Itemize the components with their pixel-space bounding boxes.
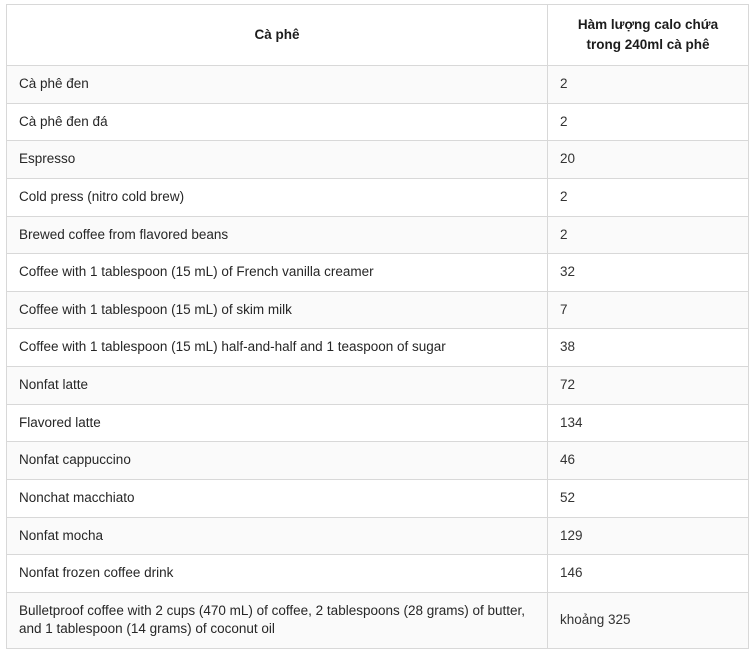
table-row xyxy=(7,66,749,104)
cell-coffee-name: Flavored latte xyxy=(7,404,548,442)
table-row xyxy=(7,555,749,593)
cell-coffee-name: Brewed coffee from flavored beans xyxy=(7,216,548,254)
cell-calorie-value: 52 xyxy=(548,479,749,517)
cell-calorie-value: 129 xyxy=(548,517,749,555)
table-row xyxy=(7,178,749,216)
table-row xyxy=(7,442,749,480)
cell-coffee-name: Coffee with 1 tablespoon (15 mL) of French vanilla creamer xyxy=(7,254,548,292)
cell-calorie-value: 38 xyxy=(548,329,749,367)
cell-coffee-name: Nonchat macchiato xyxy=(7,479,548,517)
cell-calorie-value: 46 xyxy=(548,442,749,480)
cell-calorie-value: khoảng 325 xyxy=(548,592,749,648)
cell-calorie-value: 2 xyxy=(548,66,749,104)
table-row xyxy=(7,141,749,179)
table-header-row xyxy=(7,5,749,66)
cell-coffee-name: Espresso xyxy=(7,141,548,179)
column-header-calories xyxy=(548,5,749,66)
cell-coffee-name: Nonfat frozen coffee drink xyxy=(7,555,548,593)
table-row xyxy=(7,216,749,254)
table-row xyxy=(7,254,749,292)
cell-calorie-value: 72 xyxy=(548,367,749,405)
cell-coffee-name: Coffee with 1 tablespoon (15 mL) half-and-half and 1 teaspoon of sugar xyxy=(7,329,548,367)
cell-calorie-value: 146 xyxy=(548,555,749,593)
table-header xyxy=(7,5,749,66)
cell-calorie-value: 2 xyxy=(548,216,749,254)
cell-coffee-name: Cà phê đen đá xyxy=(7,103,548,141)
column-header-calories-line1: Hàm lượng calo chứa xyxy=(577,17,719,33)
cell-calorie-value: 7 xyxy=(548,291,749,329)
cell-coffee-name: Coffee with 1 tablespoon (15 mL) of skim milk xyxy=(7,291,548,329)
table-body xyxy=(7,66,749,649)
column-header-coffee: Cà phê xyxy=(7,5,548,66)
cell-coffee-name: Nonfat cappuccino xyxy=(7,442,548,480)
table-row xyxy=(7,404,749,442)
table-row xyxy=(7,329,749,367)
table-row xyxy=(7,291,749,329)
cell-calorie-value: 20 xyxy=(548,141,749,179)
cell-coffee-name: Cà phê đen xyxy=(7,66,548,104)
table-row xyxy=(7,592,749,648)
table-row xyxy=(7,517,749,555)
cell-coffee-name: Bulletproof coffee with 2 cups (470 mL) of coffee, 2 tablespoons (28 grams) of butter, and 1 tablespoon (14 grams) of coconut oil xyxy=(7,592,548,648)
cell-calorie-value: 2 xyxy=(548,103,749,141)
table-row xyxy=(7,479,749,517)
cell-coffee-name: Nonfat latte xyxy=(7,367,548,405)
cell-coffee-name: Nonfat mocha xyxy=(7,517,548,555)
cell-coffee-name: Cold press (nitro cold brew) xyxy=(7,178,548,216)
column-header-calories-line2: trong 240ml cà phê xyxy=(586,37,710,52)
cell-calorie-value: 32 xyxy=(548,254,749,292)
cell-calorie-value: 134 xyxy=(548,404,749,442)
coffee-calorie-table xyxy=(6,4,749,649)
cell-calorie-value: 2 xyxy=(548,178,749,216)
table-row xyxy=(7,103,749,141)
table-row xyxy=(7,367,749,405)
